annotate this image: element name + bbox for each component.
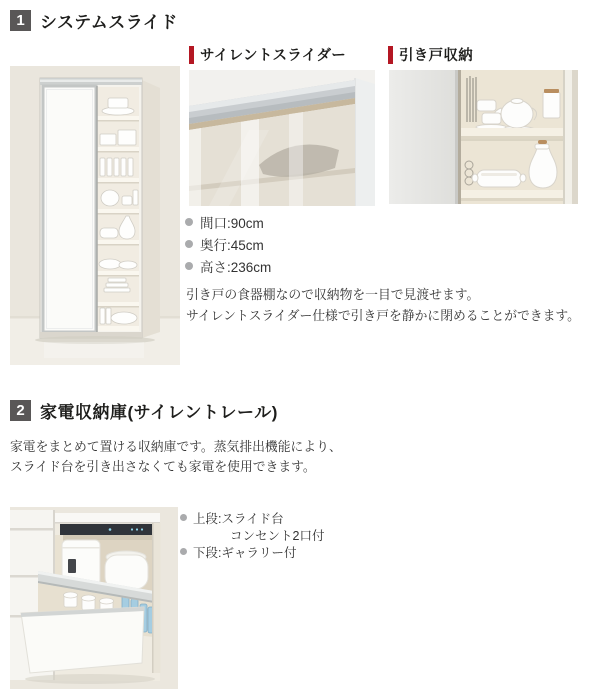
spec-height xyxy=(185,255,271,277)
spec-height-label: 高さ:236cm xyxy=(200,260,272,275)
photo-appliance-storage xyxy=(10,507,178,689)
section1-number-badge: 1 xyxy=(10,10,31,31)
photo-sliding-cabinet xyxy=(10,66,180,365)
red-accent-bar xyxy=(388,46,393,64)
spec-depth-label: 奥行:45cm xyxy=(200,238,264,253)
description-line: 引き戸の食器棚なので収納物を一目で見渡せます。 xyxy=(186,287,480,302)
section1-title: システムスライド xyxy=(40,13,178,32)
section1-spec-list xyxy=(185,211,271,277)
section1-header xyxy=(10,8,178,33)
spec-lower-label: 下段:ギャラリー付 xyxy=(193,545,297,560)
spec-depth xyxy=(185,233,271,255)
photo-silent-slider-detail xyxy=(189,70,375,206)
section1-description xyxy=(186,284,580,326)
sliding-cabinet-illustration xyxy=(10,66,180,365)
section2-title: 家電収納庫(サイレントレール) xyxy=(40,403,278,422)
section2-number-badge: 2 xyxy=(10,400,31,421)
subheader-silent-slider xyxy=(189,44,346,65)
spec-upper-shelf xyxy=(180,509,324,526)
spec-upper-outlet xyxy=(180,526,324,543)
spec-width-label: 間口:90cm xyxy=(200,216,264,231)
section2-header xyxy=(10,398,278,423)
section2-spec-list xyxy=(180,509,324,560)
bullet-icon xyxy=(185,240,193,248)
photo-open-shelves xyxy=(389,70,578,204)
subheading-silent-slider-label: サイレントスライダー xyxy=(200,48,347,64)
open-shelves-illustration xyxy=(389,70,578,204)
subheading-sliding-door-label: 引き戸収納 xyxy=(399,48,473,64)
silent-slider-illustration xyxy=(189,70,375,206)
bullet-icon xyxy=(180,548,187,555)
spec-outlet-label: コンセント2口付 xyxy=(230,528,325,543)
red-accent-bar xyxy=(189,46,194,64)
spec-lower-shelf xyxy=(180,543,324,560)
bullet-icon xyxy=(180,514,187,521)
bullet-icon xyxy=(185,218,193,226)
appliance-storage-illustration xyxy=(10,507,178,689)
description-line: サイレントスライダー仕様で引き戸を静かに閉めることができます。 xyxy=(186,308,580,323)
section2-description: 家電をまとめて置ける収納庫です。蒸気排出機能により、スライド台を引き出さなくても家電を使用できます。 xyxy=(10,439,342,474)
spec-width xyxy=(185,211,271,233)
subheader-sliding-door-storage xyxy=(388,44,473,65)
bullet-icon xyxy=(185,262,193,270)
spec-upper-label: 上段:スライド台 xyxy=(193,511,284,526)
